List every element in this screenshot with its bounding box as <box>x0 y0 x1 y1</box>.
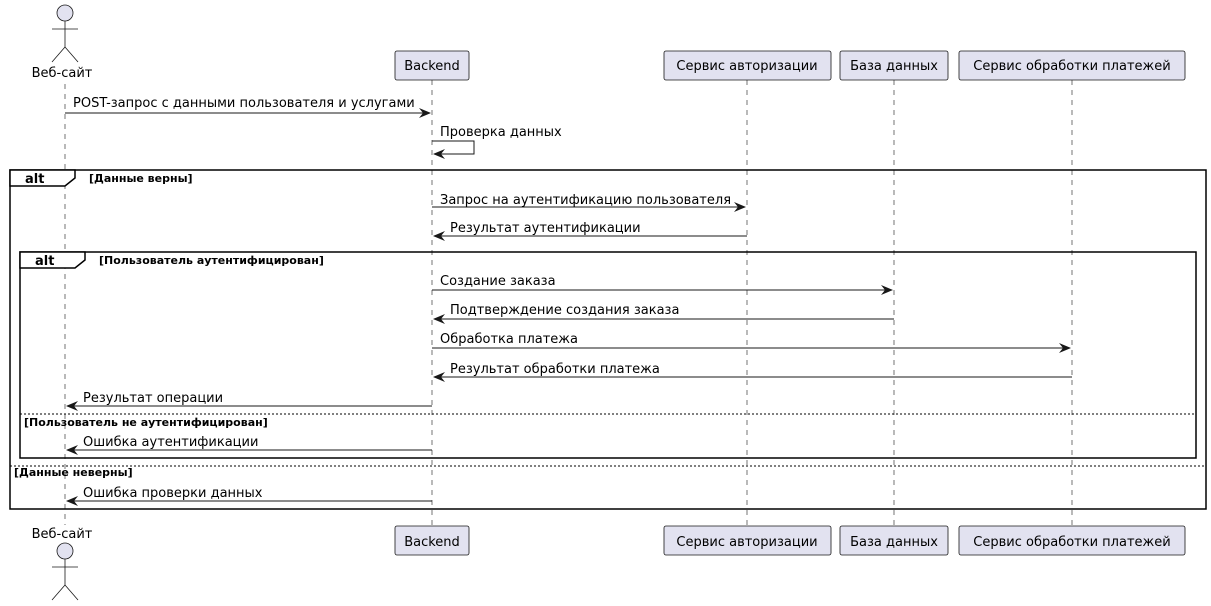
participant-backend-top <box>395 51 469 80</box>
participant-label-payment: Сервис обработки платежей <box>973 535 1171 550</box>
message-label: Проверка данных <box>440 125 562 140</box>
participant-label-backend: Backend <box>404 535 460 550</box>
actor-icon <box>57 5 73 21</box>
message-data-check <box>432 125 562 154</box>
message-post-request <box>65 96 430 113</box>
participant-label-auth: Сервис авторизации <box>676 535 818 550</box>
message-auth-request <box>432 193 745 208</box>
message-label: Запрос на аутентификацию пользователя <box>440 193 732 208</box>
participant-db-bottom <box>840 526 948 555</box>
alt-condition: [Данные верны] <box>89 172 193 185</box>
participant-payment-top <box>959 51 1185 80</box>
participant-auth-bottom <box>664 526 831 555</box>
message-operation-result <box>67 391 432 406</box>
message-auth-result <box>434 221 747 236</box>
message-create-order <box>432 274 892 290</box>
participant-payment-bottom <box>959 526 1185 555</box>
alt-keyword: alt <box>35 254 55 269</box>
message-label: Результат операции <box>83 391 224 406</box>
message-label: Результат аутентификации <box>450 221 641 236</box>
message-label: Создание заказа <box>440 274 556 289</box>
message-label: Ошибка проверки данных <box>83 486 263 501</box>
message-label: Подтверждение создания заказа <box>450 303 680 318</box>
participant-label-auth: Сервис авторизации <box>676 59 818 74</box>
actor-website-bottom <box>32 527 93 600</box>
message-label: POST-запрос с данными пользователя и услугами <box>73 96 415 111</box>
participant-backend-bottom <box>395 526 469 555</box>
actor-website-top <box>32 5 93 81</box>
participant-db-top <box>840 51 948 80</box>
message-validation-error <box>67 486 432 501</box>
message-order-confirmation <box>434 303 894 319</box>
participant-label-db: База данных <box>850 535 938 550</box>
message-label: Результат обработки платежа <box>450 362 660 377</box>
participant-label-website: Веб-сайт <box>31 527 93 542</box>
message-auth-error <box>67 435 432 450</box>
participant-label-backend: Backend <box>404 59 460 74</box>
alt-keyword: alt <box>25 172 45 187</box>
participant-auth-top <box>664 51 831 80</box>
alt-else-condition: [Данные неверны] <box>14 466 133 479</box>
actor-icon <box>57 543 73 559</box>
participant-label-website: Веб-сайт <box>31 66 93 81</box>
alt-condition: [Пользователь аутентифицирован] <box>99 254 324 267</box>
alt-frame-inner <box>20 252 1196 458</box>
message-label: Обработка платежа <box>440 332 578 347</box>
participant-label-payment: Сервис обработки платежей <box>973 59 1171 74</box>
message-label: Ошибка аутентификации <box>83 435 259 450</box>
message-process-payment <box>432 332 1070 348</box>
participant-label-db: База данных <box>850 59 938 74</box>
message-payment-result <box>434 362 1072 377</box>
alt-else-condition: [Пользователь не аутентифицирован] <box>24 416 268 429</box>
